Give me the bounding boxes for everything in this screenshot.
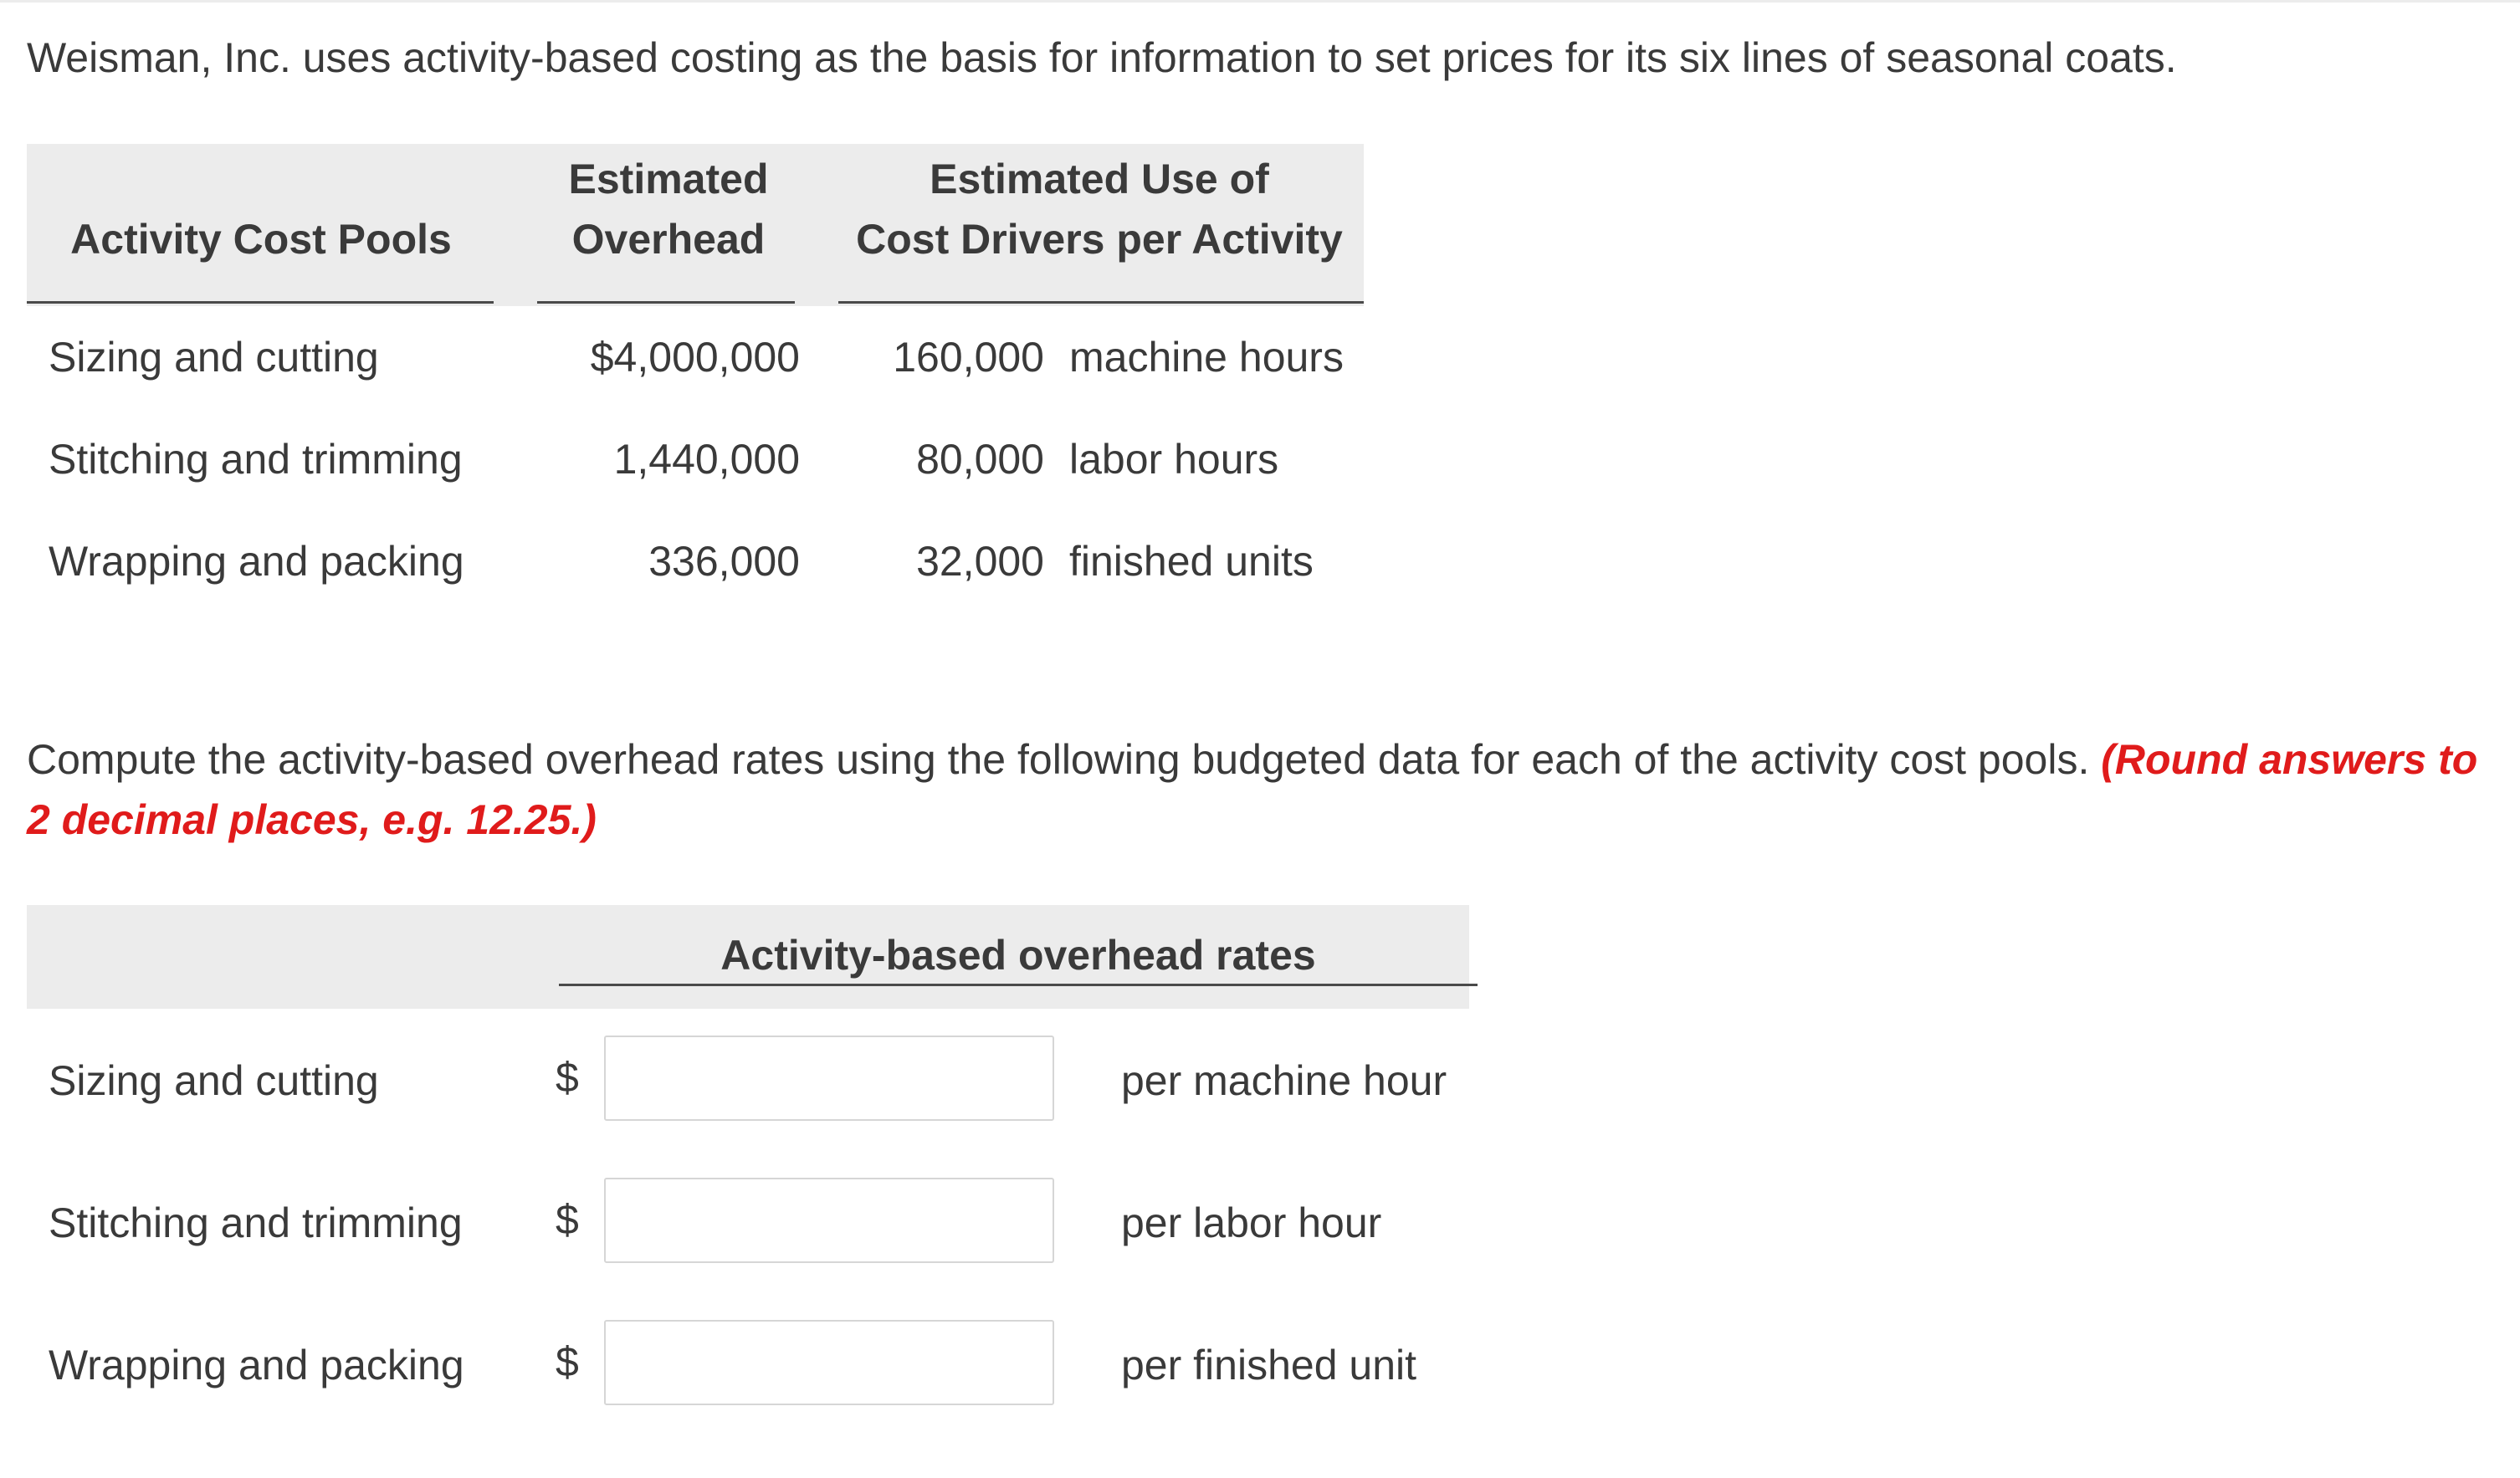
header-underline bbox=[559, 984, 1478, 986]
header-overhead-line1: Estimated bbox=[568, 156, 769, 202]
header-estimated-use bbox=[840, 149, 1359, 269]
table-row bbox=[27, 324, 1365, 391]
rate-row-label: Sizing and cutting bbox=[49, 1057, 379, 1104]
rate-row-label: Wrapping and packing bbox=[49, 1342, 464, 1389]
cost-driver-quantity: 160,000 bbox=[893, 334, 1044, 381]
wrapping-packing-rate-input[interactable] bbox=[604, 1320, 1054, 1405]
dollar-sign: $ bbox=[556, 1338, 579, 1385]
cost-driver-unit: machine hours bbox=[1069, 334, 1344, 381]
top-divider bbox=[0, 0, 2520, 3]
header-activity-based-rates: Activity-based overhead rates bbox=[720, 932, 1316, 979]
instruction-text bbox=[27, 729, 2503, 850]
activity-pool-name: Stitching and trimming bbox=[49, 436, 463, 483]
rate-row bbox=[27, 1036, 1499, 1126]
instruction-main: Compute the activity-based overhead rates using the following budgeted data for each of the activity cost pools. bbox=[27, 736, 2102, 783]
dollar-sign: $ bbox=[556, 1196, 579, 1243]
cost-driver-quantity: 32,000 bbox=[916, 538, 1044, 585]
cost-driver-unit: finished units bbox=[1069, 538, 1314, 585]
rounding-hint: (Round answers to 2 decimal places, e.g. 12.25.) bbox=[27, 736, 2478, 843]
rate-unit-label: per machine hour bbox=[1121, 1057, 1447, 1104]
estimated-overhead-value: 336,000 bbox=[648, 538, 800, 585]
rate-unit-label: per labor hour bbox=[1121, 1199, 1382, 1246]
header-estimated-overhead bbox=[539, 149, 798, 269]
intro-text: Weisman, Inc. uses activity-based costing as the basis for information to set prices for its six lines of seasonal coats. bbox=[27, 34, 2177, 81]
cost-driver-unit: labor hours bbox=[1069, 436, 1279, 483]
cost-pools-table-header bbox=[27, 144, 1364, 306]
header-use-line1: Estimated Use of bbox=[930, 156, 1269, 202]
header-underline bbox=[537, 301, 795, 304]
table-row bbox=[27, 528, 1365, 595]
header-overhead-line2: Overhead bbox=[571, 216, 766, 263]
header-use-line2: Cost Drivers per Activity bbox=[856, 216, 1343, 263]
estimated-overhead-value: 1,440,000 bbox=[613, 436, 800, 483]
rate-row bbox=[27, 1320, 1499, 1410]
dollar-sign: $ bbox=[556, 1054, 579, 1101]
header-activity-cost-pools: Activity Cost Pools bbox=[70, 216, 452, 263]
rate-row-label: Stitching and trimming bbox=[49, 1199, 463, 1246]
estimated-overhead-value: $4,000,000 bbox=[590, 334, 800, 381]
activity-pool-name: Sizing and cutting bbox=[49, 334, 379, 381]
rate-row bbox=[27, 1178, 1499, 1268]
header-underline bbox=[27, 301, 494, 304]
cost-driver-quantity: 80,000 bbox=[916, 436, 1044, 483]
header-underline bbox=[838, 301, 1364, 304]
sizing-cutting-rate-input[interactable] bbox=[604, 1036, 1054, 1121]
rate-unit-label: per finished unit bbox=[1121, 1342, 1417, 1389]
table-row bbox=[27, 426, 1365, 493]
stitching-trimming-rate-input[interactable] bbox=[604, 1178, 1054, 1263]
rates-table-header bbox=[27, 905, 1469, 1009]
activity-pool-name: Wrapping and packing bbox=[49, 538, 464, 585]
